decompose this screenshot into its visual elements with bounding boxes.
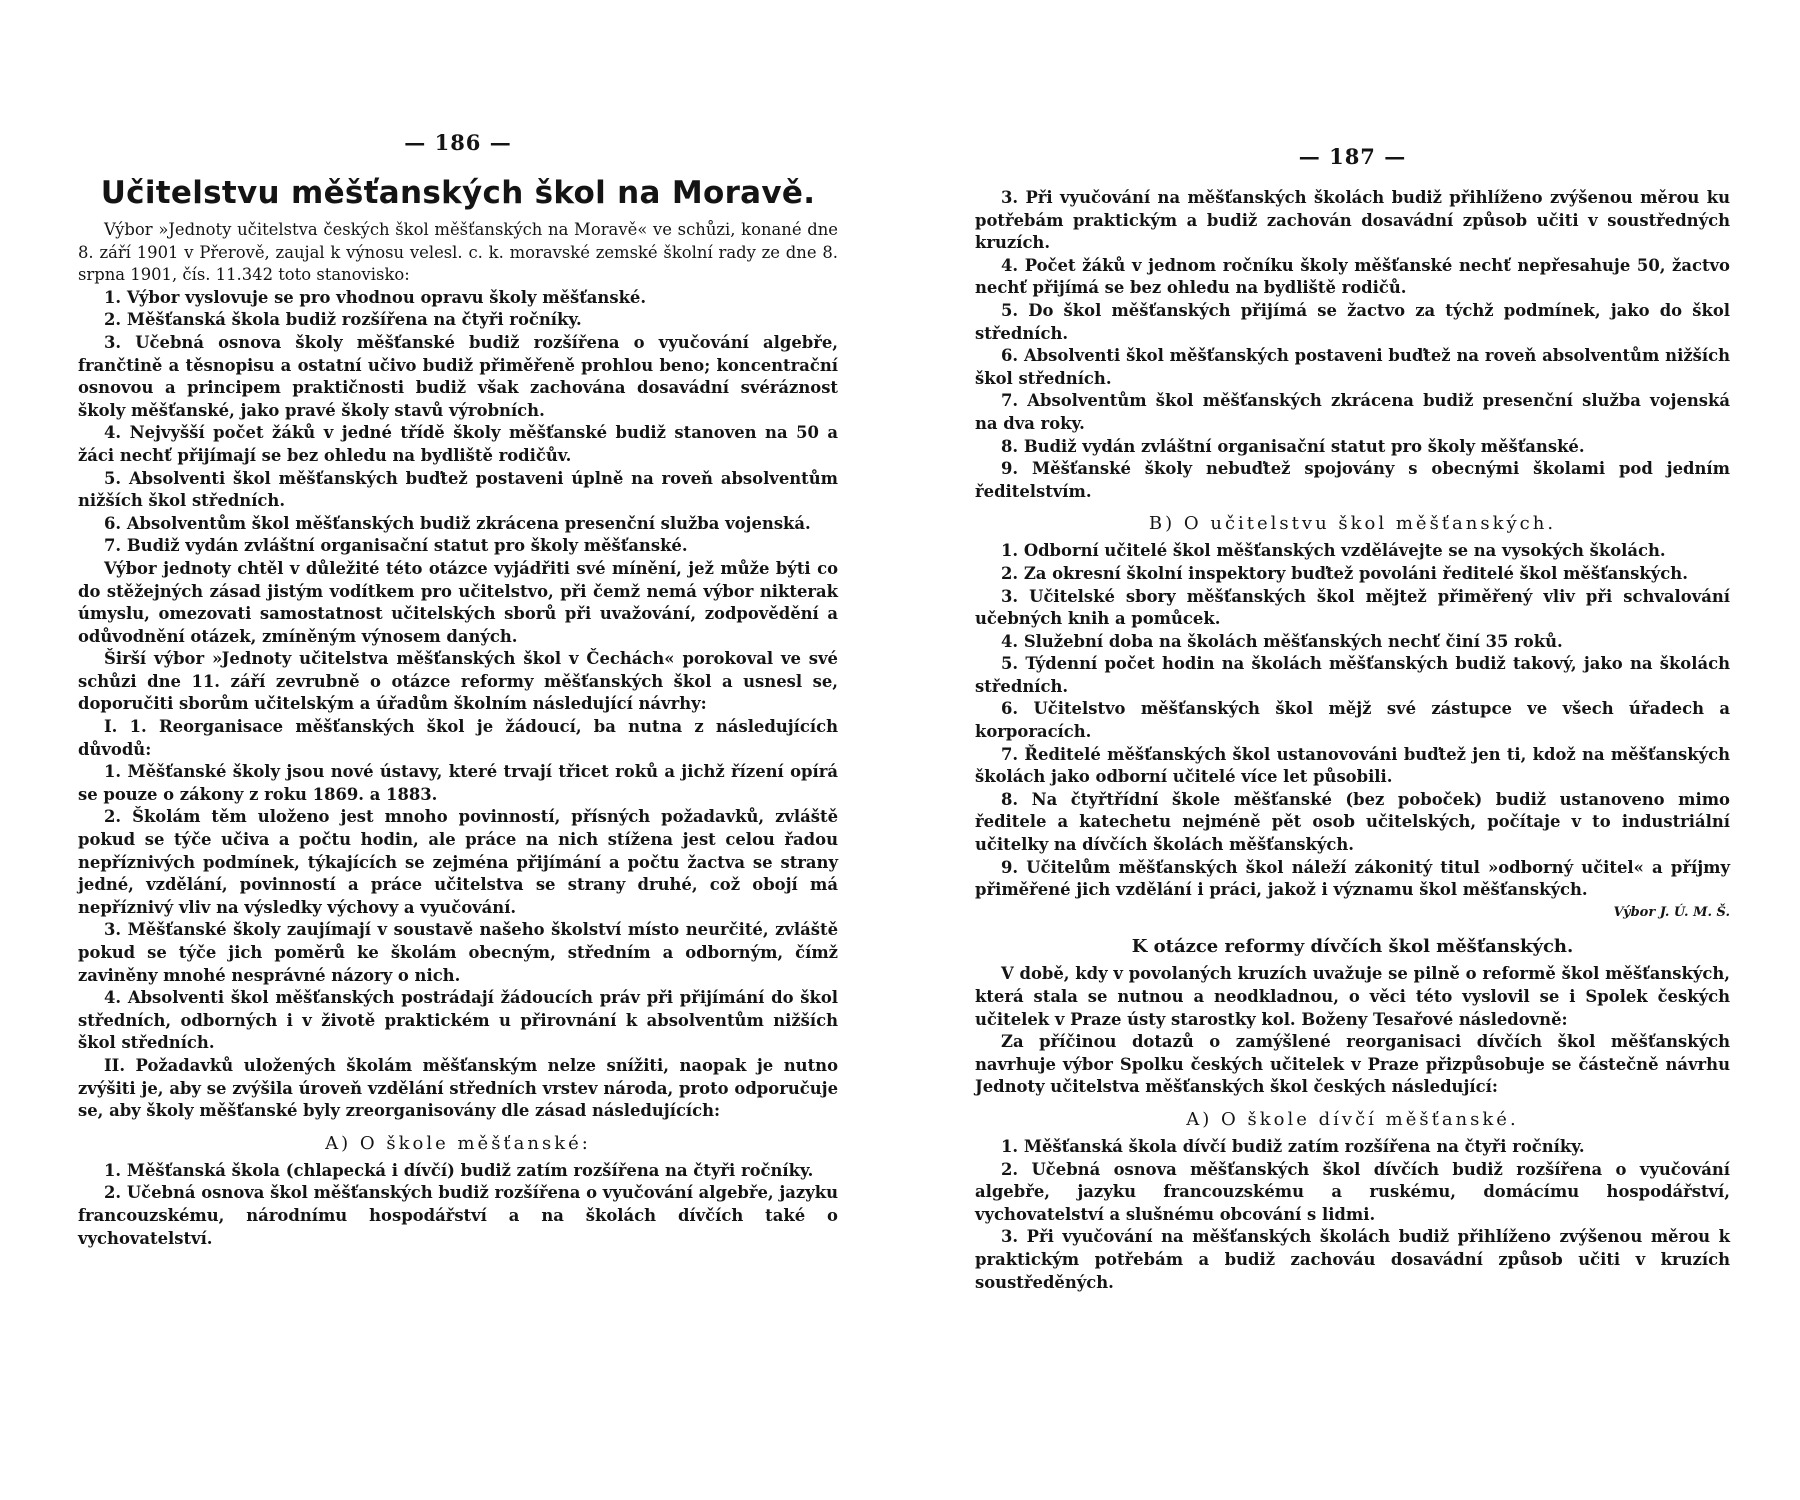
list-item: 7. Budiž vydán zvláštní organisační statut pro školy měšťanské. — [104, 536, 688, 556]
intro-paragraph: Výbor »Jednoty učitelstva českých škol měšťanských na Moravě« ve schůzi, konané dne 8. září 1901 v Přerově, zaujal k výnosu velesl. c. k. moravské zemské školní rady ze dne 8. srpna 1901, čís. 11.342 toto stanovisko: — [78, 220, 838, 285]
list-item: 5. Týdenní počet hodin na školách měšťanských budiž takový, jako na školách středních. — [975, 654, 1730, 696]
list-item: 1. Měšťanská škola (chlapecká i dívčí) budiž zatím rozšířena na čtyři ročníky. — [104, 1160, 814, 1180]
list-item: 2. Za okresní školní inspektory buďtež povoláni ředitelé škol měšťanských. — [1001, 563, 1688, 583]
left-page — [78, 0, 838, 1250]
resolution-list — [78, 287, 838, 558]
committee-paragraph: Výbor jednoty chtěl v důležité této otázce vyjádřiti své mínění, jež může býti co do stěžejných zásad jistým vodítkem pro učitelstvo, při čemž nemá výbor nikterak úmyslu, omezovati samostatnost učitelských sborů při uvažování, zodpovědění a odůvodnění otázek, zmíněným výnosem daných. — [78, 558, 838, 646]
list-item: 1. Měšťanské školy jsou nové ústavy, které trvají třicet roků a jichž řízení opírá se pouze o zákony z roku 1869. a 1883. — [78, 762, 838, 804]
list-item: 3. Učitelské sbory měšťanských škol mějtež přiměřený vliv při schvalování učebných knih a pomůcek. — [975, 586, 1730, 629]
list-item: 2. Učebná osnova škol měšťanských budiž rozšířena o vyučování algebře, jazyku francouzskému, národnímu hospodářství a na školách dívčích také o vychovatelství. — [78, 1183, 838, 1248]
signature: Výbor J. Ú. M. Š. — [1613, 904, 1730, 920]
requirements-paragraph: II. Požadavků uložených školám měšťanským nelze snížiti, naopak je nutno zvýšiti je, aby se zvýšila úroveň vzdělání středních vrstev národa, proto odporučuje se, aby školy měšťanské byly zreorganisovány dle zásad následujících: — [78, 1055, 838, 1121]
continued-list — [975, 187, 1730, 503]
proposal-paragraph: Za příčinou dotazů o zamýšlené reorganisaci dívčích škol měšťanských navrhuje výbor Spolku českých učitelek v Praze přizpůsobuje se částečně návrhu Jednoty učitelstva měšťanských škol českých následující: — [975, 1032, 1730, 1097]
list-item: 8. Budiž vydán zvláštní organisační statut pro školy měšťanské. — [1001, 436, 1585, 456]
list-item: 4. Absolventi škol měšťanských postrádají žádoucích práv při přijímání do škol středních, odborných i v životě praktickém u přirovnání k absolventům nižších škol středních. — [78, 988, 838, 1053]
list-item: 2. Měšťanská škola budiž rozšířena na čtyři ročníky. — [104, 310, 582, 330]
list-item: 1. Odborní učitelé škol měšťanských vzdělávejte se na vysokých školách. — [1001, 541, 1666, 561]
page-number: — 186 — — [404, 130, 512, 155]
reform-paragraph: V době, kdy v povolaných kruzích uvažuje se pilně o reformě škol měšťanských, která stala se nutnou a neodkladnou, o věci této vyslovil se i Spolek českých učitelek v Praze ústy starostky kol. Boženy Tesařové následovně: — [975, 964, 1730, 1029]
list-item: 9. Učitelům měšťanských škol náleží zákonitý titul »odborný učitel« a příjmy přiměřené jich vzdělání i práci, jakož i významu škol měšťanských. — [975, 857, 1730, 900]
list-item: 5. Absolventi škol měšťanských buďtež postaveni úplně na roveň absolventům nižších škol středních. — [78, 468, 838, 511]
list-item: 4. Nejvyšší počet žáků v jedné třídě školy měšťanské budiž stanoven na 50 a žáci nechť přijímají se bez ohledu na bydliště rodičův. — [78, 423, 838, 465]
page-number: — 187 — — [1298, 144, 1407, 169]
reorganisation-paragraph: I. 1. Reorganisace měšťanských škol je žádoucí, ba nutna z následujících důvodů: — [78, 717, 838, 759]
reasons-list — [78, 761, 838, 1055]
list-item: 4. Počet žáků v jednom ročníku školy měšťanské nechť nepřesahuje 50, žactvo nechť přijímá se bez ohledu na bydliště rodičů. — [975, 255, 1730, 298]
list-item: 7. Absolventům škol měšťanských zkrácena budiž presenční služba vojenská na dva roky. — [975, 391, 1730, 433]
list-item: 3. Při vyučování na měšťanských školách budiž přihlíženo zvýšenou měrou k praktickým potřebám a budiž zachováu dosavádní způsob učiti v kruzích soustředěných. — [975, 1227, 1730, 1292]
list-item: 8. Na čtyřtřídní škole měšťanské (bez poboček) budiž ustanoveno mimo ředitele a katechetu nejméně pět osob učitelských, počítaje v to industriální učitelky na dívčích školách měšťanských. — [975, 789, 1730, 855]
list-item: 1. Měšťanská škola dívčí budiž zatím rozšířena na čtyři ročníky. — [1001, 1136, 1585, 1156]
list-item: 1. Výbor vyslovuje se pro vhodnou opravu školy měšťanské. — [104, 287, 647, 307]
right-page — [975, 0, 1730, 1294]
list-item: 6. Absolventi škol měšťanských postaveni buďtež na roveň absolventům nižších škol středních. — [975, 346, 1730, 388]
girls-schools-heading: K otázce reformy dívčích škol měšťanských. — [1131, 936, 1574, 958]
list-item: 2. Učebná osnova měšťanských škol dívčích budiž rozšířena o vyučování algebře, jazyku francouzskému a ruskému, domácímu hospodářství, vychovatelství a slušnému obcování s lidmi. — [975, 1159, 1730, 1224]
list-item: 2. Školám těm uloženo jest mnoho povinností, přísných požadavků, zvláště pokud se týče učiva a počtu hodin, ale práce na nich stížena jest celou řadou nepříznivých podmínek, týkajících se zejména přijímání a počtu žactva se strany jedné, vzdělání, povinností a práce učitelstva se strany druhé, což obojí má nepříznivý vliv na výsledky výchovy a vyučování. — [78, 807, 838, 917]
list-item: 4. Služební doba na školách měšťanských nechť činí 35 roků. — [1001, 631, 1563, 651]
section-heading: A) O škole měšťanské: — [325, 1132, 591, 1154]
teachers-list — [975, 540, 1730, 920]
list-item: 5. Do škol měšťanských přijímá se žactvo za týchž podmínek, jako do škol středních. — [975, 300, 1730, 343]
list-item: 3. Při vyučování na měšťanských školách budiž přihlíženo zvýšenou měrou ku potřebám praktickým a budiž zachován dosavádní způsob učiti v soustředných kruzích. — [975, 188, 1730, 253]
list-item: 9. Měšťanské školy nebuďtež spojovány s obecnými školami pod jedním ředitelstvím. — [975, 459, 1730, 501]
section-heading: B) O učitelstvu škol měšťanských. — [1148, 513, 1557, 535]
school-list — [78, 1160, 838, 1250]
list-item: 6. Absolventům škol měšťanských budiž zkrácena presenční služba vojenská. — [104, 513, 811, 533]
list-item: 3. Měšťanské školy zaujímají v soustavě našeho školství místo neurčité, zvláště pokud se týče jich poměrů ke školám obecným, středním a odborným, čímž zaviněny mnohé nesprávné názory o nich. — [78, 920, 838, 985]
girls-school-list — [975, 1136, 1730, 1294]
list-item: 6. Učitelstvo měšťanských škol mějž své zástupce ve všech úřadech a korporacích. — [975, 699, 1730, 742]
article-title: Učitelstvu měšťanských škol na Moravě. — [100, 175, 816, 211]
list-item: 7. Ředitelé měšťanských škol ustanovováni buďtež jen ti, kdož na měšťanských školách jako odborní učitelé více let působili. — [975, 744, 1730, 787]
list-item: 3. Učebná osnova školy měšťanské budiž rozšířena o vyučování algebře, frančtině a těsnopisu a ostatní učivo budiž přiměřeně prohlou beno; koncentrační osnovou a principem praktičnosti budiž však zachována dosavádní svéráznost školy měšťanské, jako pravé školy stavů výrobních. — [78, 332, 838, 420]
section-heading: A) O škole dívčí měšťanské. — [1186, 1108, 1519, 1130]
extended-committee-paragraph: Širší výbor »Jednoty učitelstva měšťanských škol v Čechách« porokoval ve své schůzi dne 11. září zevrubně o otázce reformy měšťanských škol a usnesl se, doporučiti sborům učitelským a úřadům školním následující návrhy: — [78, 649, 838, 714]
